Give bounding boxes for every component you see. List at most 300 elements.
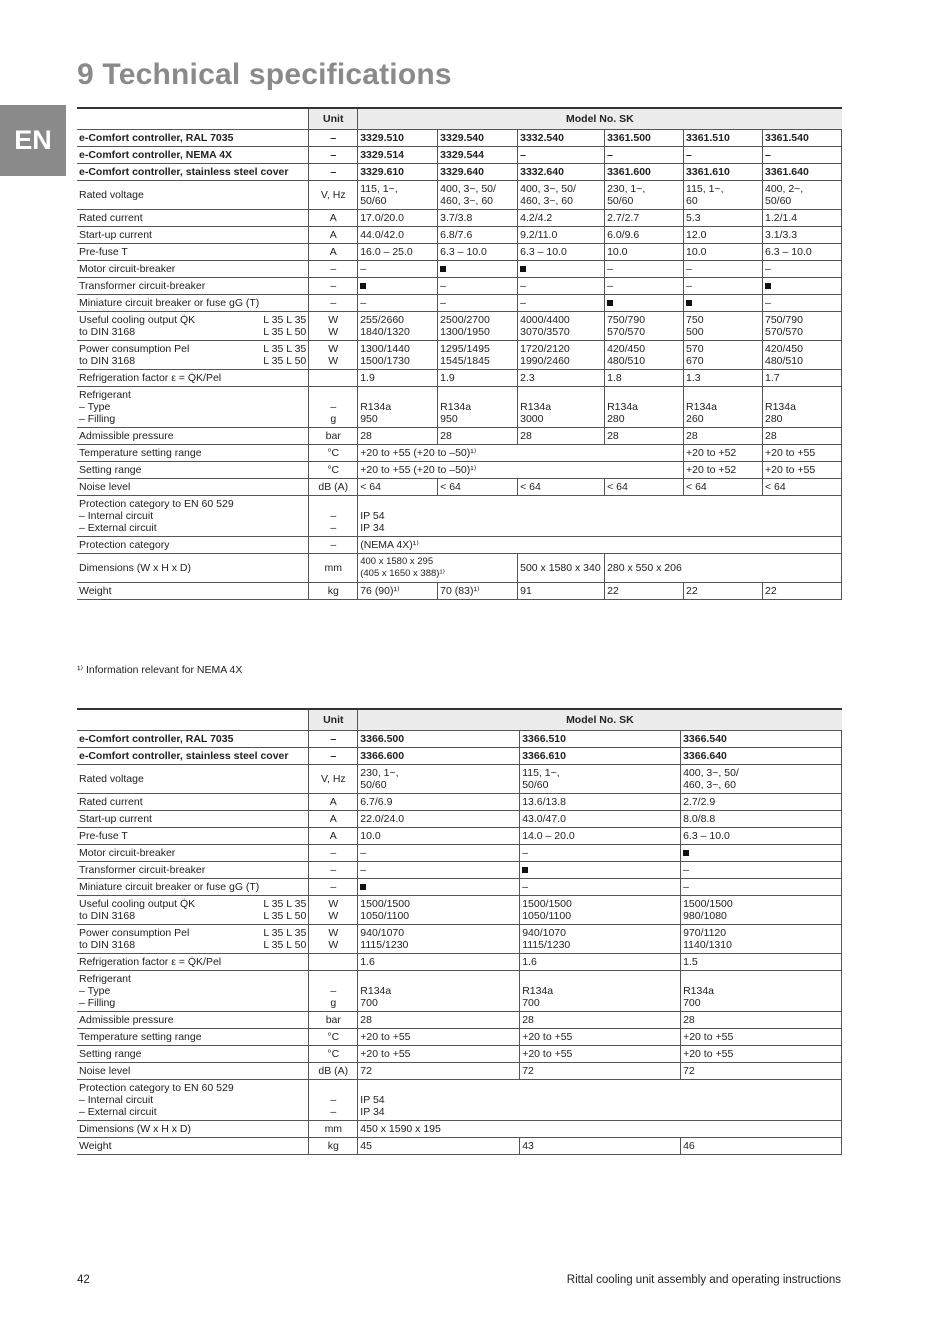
row-label: Weight bbox=[77, 1138, 309, 1155]
value-cell: 43 bbox=[520, 1138, 681, 1155]
value-cell: 3361.610 bbox=[684, 164, 763, 181]
value-cell: 3.7/3.8 bbox=[438, 210, 518, 227]
row-label: Temperature setting range bbox=[77, 1029, 309, 1046]
value-cell: 450 x 1590 x 195 bbox=[358, 1121, 842, 1138]
value-cell: 45 bbox=[358, 1138, 520, 1155]
value-cell: 28 bbox=[438, 428, 518, 445]
row-label: Start-up current bbox=[77, 227, 309, 244]
value-cell bbox=[684, 295, 763, 312]
value-cell: 1.6 bbox=[520, 954, 681, 971]
value-cell: 3329.544 bbox=[438, 147, 518, 164]
unit-cell: °C bbox=[309, 1046, 358, 1063]
value-cell bbox=[358, 879, 520, 896]
value-cell: 5.3 bbox=[684, 210, 763, 227]
table-row bbox=[77, 341, 842, 370]
row-label: Rated voltage bbox=[77, 765, 309, 794]
model-header: Model No. SK bbox=[358, 108, 842, 130]
row-label: e-Comfort controller, stainless steel cover bbox=[77, 748, 309, 765]
row-label: Protection category bbox=[77, 537, 309, 554]
value-cell: 22 bbox=[762, 583, 841, 600]
row-label: Dimensions (W x H x D) bbox=[77, 1121, 309, 1138]
row-label: e-Comfort controller, RAL 7035 bbox=[77, 731, 309, 748]
value-cell: – bbox=[518, 147, 605, 164]
document-title: Rittal cooling unit assembly and operating instructions bbox=[566, 1274, 841, 1286]
filled-square-icon bbox=[360, 884, 366, 890]
value-cell: 115, 1~, 50/60 bbox=[520, 765, 681, 794]
row-label: Pre-fuse T bbox=[77, 828, 309, 845]
value-cell: 3329.514 bbox=[358, 147, 438, 164]
value-cell: 72 bbox=[358, 1063, 520, 1080]
filled-square-icon bbox=[520, 266, 526, 272]
row-label: Admissible pressure bbox=[77, 428, 309, 445]
value-cell: 1720/2120 1990/2460 bbox=[518, 341, 605, 370]
table-row bbox=[77, 164, 842, 181]
row-label: Pre-fuse T bbox=[77, 244, 309, 261]
row-label: Transformer circuit-breaker bbox=[77, 278, 309, 295]
value-cell: 3361.540 bbox=[762, 130, 841, 147]
row-label: Noise level bbox=[77, 479, 309, 496]
value-cell: +20 to +55 bbox=[762, 445, 841, 462]
value-cell: 6.3 – 10.0 bbox=[518, 244, 605, 261]
value-cell: 28 bbox=[681, 1012, 842, 1029]
value-cell: 2.7/2.9 bbox=[681, 794, 842, 811]
table-row bbox=[77, 879, 842, 896]
value-cell: 230, 1~, 50/60 bbox=[605, 181, 684, 210]
value-cell: R134a 3000 bbox=[518, 387, 605, 428]
value-cell: 6.3 – 10.0 bbox=[438, 244, 518, 261]
label-text: Useful cooling output Q̇K to DIN 3168 bbox=[79, 314, 196, 338]
value-cell: 22 bbox=[605, 583, 684, 600]
value-cell: 750 500 bbox=[684, 312, 763, 341]
footnote: ¹⁾ Information relevant for NEMA 4X bbox=[77, 664, 243, 676]
value-cell: 1.7 bbox=[762, 370, 841, 387]
table-row bbox=[77, 370, 842, 387]
value-cell: 400, 3~, 50/ 460, 3~, 60 bbox=[438, 181, 518, 210]
value-cell: 91 bbox=[518, 583, 605, 600]
unit-cell bbox=[309, 370, 358, 387]
table-row bbox=[77, 583, 842, 600]
row-label: Admissible pressure bbox=[77, 1012, 309, 1029]
value-cell: R134a 700 bbox=[358, 971, 520, 1012]
unit-cell: – bbox=[309, 261, 358, 278]
value-cell: 400, 3~, 50/ 460, 3~, 60 bbox=[681, 765, 842, 794]
row-label: Noise level bbox=[77, 1063, 309, 1080]
value-cell: 17.0/20.0 bbox=[358, 210, 438, 227]
value-cell: – bbox=[438, 278, 518, 295]
row-label bbox=[77, 896, 309, 925]
value-cell: 940/1070 1115/1230 bbox=[358, 925, 520, 954]
value-cell bbox=[681, 845, 842, 862]
value-cell: 1.9 bbox=[358, 370, 438, 387]
value-cell: R134a 280 bbox=[605, 387, 684, 428]
value-cell: 3366.540 bbox=[681, 731, 842, 748]
header-row bbox=[77, 709, 842, 731]
unit-cell: – g bbox=[309, 387, 358, 428]
value-cell: IP 54 IP 34 bbox=[358, 496, 842, 537]
value-cell: 16.0 – 25.0 bbox=[358, 244, 438, 261]
test-condition: L 35 L 35 L 35 L 50 bbox=[263, 314, 307, 338]
row-label: e-Comfort controller, RAL 7035 bbox=[77, 130, 309, 147]
table-row bbox=[77, 181, 842, 210]
value-cell: 3329.610 bbox=[358, 164, 438, 181]
header-blank bbox=[77, 709, 309, 731]
unit-cell: W W bbox=[309, 896, 358, 925]
table-row bbox=[77, 295, 842, 312]
value-cell: 9.2/11.0 bbox=[518, 227, 605, 244]
unit-cell: – bbox=[309, 147, 358, 164]
value-cell: 280 x 550 x 206 bbox=[605, 554, 842, 583]
unit-cell: A bbox=[309, 828, 358, 845]
table-row bbox=[77, 954, 842, 971]
table-row bbox=[77, 765, 842, 794]
value-cell: < 64 bbox=[518, 479, 605, 496]
filled-square-icon bbox=[440, 266, 446, 272]
value-cell: 3361.500 bbox=[605, 130, 684, 147]
header-row bbox=[77, 108, 842, 130]
test-condition: L 35 L 35 L 35 L 50 bbox=[263, 927, 307, 951]
value-cell: 3332.640 bbox=[518, 164, 605, 181]
unit-cell: V, Hz bbox=[309, 765, 358, 794]
table-row bbox=[77, 925, 842, 954]
unit-header: Unit bbox=[309, 108, 358, 130]
value-cell: 28 bbox=[762, 428, 841, 445]
spec-table-1 bbox=[77, 107, 842, 600]
unit-cell: dB (A) bbox=[309, 479, 358, 496]
value-cell: 230, 1~, 50/60 bbox=[358, 765, 520, 794]
value-cell: R134a 280 bbox=[762, 387, 841, 428]
unit-cell: W W bbox=[309, 312, 358, 341]
value-cell: 570 670 bbox=[684, 341, 763, 370]
row-label: Refrigerant – Type – Filling bbox=[77, 971, 309, 1012]
value-cell: 3366.500 bbox=[358, 731, 520, 748]
unit-cell: mm bbox=[309, 1121, 358, 1138]
value-cell: < 64 bbox=[438, 479, 518, 496]
spec-table-2 bbox=[77, 708, 842, 1155]
value-cell: 115, 1~, 60 bbox=[684, 181, 763, 210]
table-row bbox=[77, 794, 842, 811]
value-cell: – bbox=[520, 845, 681, 862]
label-with-condition bbox=[79, 927, 306, 951]
language-tab: EN bbox=[0, 105, 66, 176]
header-blank bbox=[77, 108, 309, 130]
value-cell: – bbox=[358, 295, 438, 312]
test-condition: L 35 L 35 L 35 L 50 bbox=[263, 898, 307, 922]
table-row bbox=[77, 147, 842, 164]
row-label: Protection category to EN 60 529 – Internal circuit – External circuit bbox=[77, 1080, 309, 1121]
value-cell: – bbox=[518, 295, 605, 312]
value-cell: 70 (83)¹⁾ bbox=[438, 583, 518, 600]
label-with-condition bbox=[79, 898, 306, 922]
unit-cell: A bbox=[309, 811, 358, 828]
table-row bbox=[77, 828, 842, 845]
table-row bbox=[77, 1012, 842, 1029]
value-cell: – bbox=[358, 862, 520, 879]
value-cell bbox=[605, 295, 684, 312]
unit-cell: – bbox=[309, 862, 358, 879]
table-row bbox=[77, 261, 842, 278]
value-cell: R134a 260 bbox=[684, 387, 763, 428]
value-cell: 1.6 bbox=[358, 954, 520, 971]
value-cell: – bbox=[605, 278, 684, 295]
table-row bbox=[77, 227, 842, 244]
table-row bbox=[77, 278, 842, 295]
value-cell: 28 bbox=[518, 428, 605, 445]
value-cell: +20 to +55 (+20 to –50)¹⁾ bbox=[358, 462, 684, 479]
row-label bbox=[77, 925, 309, 954]
label-text: Power consumption Pel to DIN 3168 bbox=[79, 343, 190, 367]
value-cell: 6.8/7.6 bbox=[438, 227, 518, 244]
value-cell: 28 bbox=[520, 1012, 681, 1029]
table-row bbox=[77, 244, 842, 261]
value-cell: 10.0 bbox=[684, 244, 763, 261]
table-row bbox=[77, 862, 842, 879]
value-cell: – bbox=[358, 261, 438, 278]
value-cell: 750/790 570/570 bbox=[762, 312, 841, 341]
value-cell: – bbox=[438, 295, 518, 312]
value-cell: 46 bbox=[681, 1138, 842, 1155]
unit-cell: – bbox=[309, 879, 358, 896]
unit-cell bbox=[309, 954, 358, 971]
value-cell: +20 to +55 bbox=[681, 1029, 842, 1046]
value-cell: 940/1070 1115/1230 bbox=[520, 925, 681, 954]
value-cell: +20 to +52 bbox=[684, 445, 763, 462]
page-number: 42 bbox=[77, 1274, 90, 1286]
value-cell: 6.3 – 10.0 bbox=[762, 244, 841, 261]
table-row bbox=[77, 462, 842, 479]
value-cell: – bbox=[684, 261, 763, 278]
value-cell: 8.0/8.8 bbox=[681, 811, 842, 828]
value-cell: 6.3 – 10.0 bbox=[681, 828, 842, 845]
value-cell: +20 to +55 (+20 to –50)¹⁾ bbox=[358, 445, 684, 462]
row-label: Motor circuit-breaker bbox=[77, 261, 309, 278]
value-cell: 10.0 bbox=[358, 828, 520, 845]
filled-square-icon bbox=[360, 283, 366, 289]
value-cell bbox=[358, 278, 438, 295]
table-row bbox=[77, 896, 842, 925]
value-cell: 1500/1500 980/1080 bbox=[681, 896, 842, 925]
value-cell: 6.0/9.6 bbox=[605, 227, 684, 244]
table-row bbox=[77, 445, 842, 462]
table-row bbox=[77, 1046, 842, 1063]
value-cell: 22.0/24.0 bbox=[358, 811, 520, 828]
value-cell: 3329.510 bbox=[358, 130, 438, 147]
value-cell: +20 to +52 bbox=[684, 462, 763, 479]
table-row bbox=[77, 748, 842, 765]
page-title: 9 Technical specifications bbox=[77, 58, 452, 91]
value-cell: < 64 bbox=[358, 479, 438, 496]
unit-cell: W W bbox=[309, 925, 358, 954]
value-cell: 28 bbox=[684, 428, 763, 445]
row-label: Setting range bbox=[77, 1046, 309, 1063]
table-row bbox=[77, 1029, 842, 1046]
value-cell: < 64 bbox=[684, 479, 763, 496]
filled-square-icon bbox=[686, 300, 692, 306]
unit-cell: kg bbox=[309, 1138, 358, 1155]
label-text: Useful cooling output Q̇K to DIN 3168 bbox=[79, 898, 196, 922]
table-row bbox=[77, 1063, 842, 1080]
value-cell: – bbox=[358, 845, 520, 862]
row-label: Motor circuit-breaker bbox=[77, 845, 309, 862]
value-cell: 44.0/42.0 bbox=[358, 227, 438, 244]
row-label: Setting range bbox=[77, 462, 309, 479]
row-label: Rated current bbox=[77, 210, 309, 227]
value-cell: 4.2/4.2 bbox=[518, 210, 605, 227]
row-label: Rated voltage bbox=[77, 181, 309, 210]
unit-cell: – bbox=[309, 278, 358, 295]
value-cell: 1300/1440 1500/1730 bbox=[358, 341, 438, 370]
unit-header: Unit bbox=[309, 709, 358, 731]
unit-cell: A bbox=[309, 210, 358, 227]
table-row bbox=[77, 210, 842, 227]
value-cell: 6.7/6.9 bbox=[358, 794, 520, 811]
value-cell: 255/2660 1840/1320 bbox=[358, 312, 438, 341]
row-label: Miniature circuit breaker or fuse gG (T) bbox=[77, 295, 309, 312]
value-cell: 400, 3~, 50/ 460, 3~, 60 bbox=[518, 181, 605, 210]
value-cell: < 64 bbox=[605, 479, 684, 496]
value-cell: +20 to +55 bbox=[762, 462, 841, 479]
value-cell: 420/450 480/510 bbox=[762, 341, 841, 370]
unit-cell: – – bbox=[309, 1080, 358, 1121]
value-cell: IP 54 IP 34 bbox=[358, 1080, 842, 1121]
value-cell: +20 to +55 bbox=[358, 1046, 520, 1063]
value-cell: 3329.640 bbox=[438, 164, 518, 181]
value-cell: 28 bbox=[358, 428, 438, 445]
value-cell: 3.1/3.3 bbox=[762, 227, 841, 244]
unit-cell: A bbox=[309, 794, 358, 811]
row-label bbox=[77, 341, 309, 370]
value-cell: 3329.540 bbox=[438, 130, 518, 147]
row-label: Weight bbox=[77, 583, 309, 600]
value-cell: 3366.510 bbox=[520, 731, 681, 748]
value-cell: R134a 700 bbox=[520, 971, 681, 1012]
unit-cell: °C bbox=[309, 1029, 358, 1046]
table-row bbox=[77, 971, 842, 1012]
row-label: Protection category to EN 60 529 – Internal circuit – External circuit bbox=[77, 496, 309, 537]
table-row bbox=[77, 811, 842, 828]
value-cell: 72 bbox=[681, 1063, 842, 1080]
value-cell: 28 bbox=[358, 1012, 520, 1029]
table-row bbox=[77, 554, 842, 583]
value-cell: 400 x 1580 x 295 (405 x 1650 x 388)¹⁾ bbox=[358, 554, 518, 583]
value-cell: – bbox=[681, 862, 842, 879]
unit-cell: – g bbox=[309, 971, 358, 1012]
value-cell: – bbox=[605, 147, 684, 164]
value-cell: 3361.510 bbox=[684, 130, 763, 147]
table-row bbox=[77, 731, 842, 748]
unit-cell: – bbox=[309, 537, 358, 554]
value-cell: 1.5 bbox=[681, 954, 842, 971]
value-cell: +20 to +55 bbox=[520, 1029, 681, 1046]
unit-cell: – bbox=[309, 748, 358, 765]
value-cell: 13.6/13.8 bbox=[520, 794, 681, 811]
label-with-condition bbox=[79, 314, 306, 338]
unit-cell: A bbox=[309, 244, 358, 261]
table-row bbox=[77, 1138, 842, 1155]
value-cell: +20 to +55 bbox=[358, 1029, 520, 1046]
row-label: Dimensions (W x H x D) bbox=[77, 554, 309, 583]
table-row bbox=[77, 537, 842, 554]
model-header: Model No. SK bbox=[358, 709, 842, 731]
unit-cell: W W bbox=[309, 341, 358, 370]
filled-square-icon bbox=[522, 867, 528, 873]
value-cell: 72 bbox=[520, 1063, 681, 1080]
unit-cell: °C bbox=[309, 462, 358, 479]
value-cell: +20 to +55 bbox=[681, 1046, 842, 1063]
unit-cell: – bbox=[309, 164, 358, 181]
table-row bbox=[77, 479, 842, 496]
value-cell: R134a 950 bbox=[358, 387, 438, 428]
value-cell: 970/1120 1140/1310 bbox=[681, 925, 842, 954]
unit-cell: bar bbox=[309, 428, 358, 445]
table-row bbox=[77, 496, 842, 537]
row-label: Refrigeration factor ε = Q̇K/Pel bbox=[77, 954, 309, 971]
row-label bbox=[77, 312, 309, 341]
test-condition: L 35 L 35 L 35 L 50 bbox=[263, 343, 307, 367]
value-cell: 1.3 bbox=[684, 370, 763, 387]
value-cell: 2500/2700 1300/1950 bbox=[438, 312, 518, 341]
label-text: Power consumption Pel to DIN 3168 bbox=[79, 927, 190, 951]
row-label: Rated current bbox=[77, 794, 309, 811]
unit-cell: V, Hz bbox=[309, 181, 358, 210]
value-cell bbox=[518, 261, 605, 278]
row-label: e-Comfort controller, stainless steel cover bbox=[77, 164, 309, 181]
filled-square-icon bbox=[683, 850, 689, 856]
value-cell: 3332.540 bbox=[518, 130, 605, 147]
row-label: Refrigeration factor ε = Q̇K/Pel bbox=[77, 370, 309, 387]
value-cell: < 64 bbox=[762, 479, 841, 496]
unit-cell: – bbox=[309, 295, 358, 312]
value-cell: – bbox=[762, 147, 841, 164]
unit-cell: A bbox=[309, 227, 358, 244]
value-cell: 400, 2~, 50/60 bbox=[762, 181, 841, 210]
value-cell: 1.2/1.4 bbox=[762, 210, 841, 227]
value-cell: 3366.610 bbox=[520, 748, 681, 765]
value-cell: R134a 700 bbox=[681, 971, 842, 1012]
value-cell: 22 bbox=[684, 583, 763, 600]
value-cell: – bbox=[518, 278, 605, 295]
value-cell: – bbox=[684, 147, 763, 164]
value-cell: 2.3 bbox=[518, 370, 605, 387]
value-cell: 43.0/47.0 bbox=[520, 811, 681, 828]
value-cell: 3366.600 bbox=[358, 748, 520, 765]
unit-cell: dB (A) bbox=[309, 1063, 358, 1080]
table-row bbox=[77, 1080, 842, 1121]
value-cell: 10.0 bbox=[605, 244, 684, 261]
value-cell: 2.7/2.7 bbox=[605, 210, 684, 227]
value-cell: 3366.640 bbox=[681, 748, 842, 765]
value-cell: +20 to +55 bbox=[520, 1046, 681, 1063]
row-label: Transformer circuit-breaker bbox=[77, 862, 309, 879]
value-cell: 3361.640 bbox=[762, 164, 841, 181]
value-cell: 1295/1495 1545/1845 bbox=[438, 341, 518, 370]
value-cell bbox=[762, 278, 841, 295]
value-cell: (NEMA 4X)¹⁾ bbox=[358, 537, 842, 554]
value-cell: 3361.600 bbox=[605, 164, 684, 181]
unit-cell: – – bbox=[309, 496, 358, 537]
unit-cell: mm bbox=[309, 554, 358, 583]
row-label: Temperature setting range bbox=[77, 445, 309, 462]
filled-square-icon bbox=[765, 283, 771, 289]
table-row bbox=[77, 1121, 842, 1138]
value-cell: 500 x 1580 x 340 bbox=[518, 554, 605, 583]
table-row bbox=[77, 845, 842, 862]
value-cell: – bbox=[520, 879, 681, 896]
unit-cell: – bbox=[309, 130, 358, 147]
value-cell: 4000/4400 3070/3570 bbox=[518, 312, 605, 341]
value-cell: – bbox=[684, 278, 763, 295]
row-label: Miniature circuit breaker or fuse gG (T) bbox=[77, 879, 309, 896]
unit-cell: – bbox=[309, 731, 358, 748]
